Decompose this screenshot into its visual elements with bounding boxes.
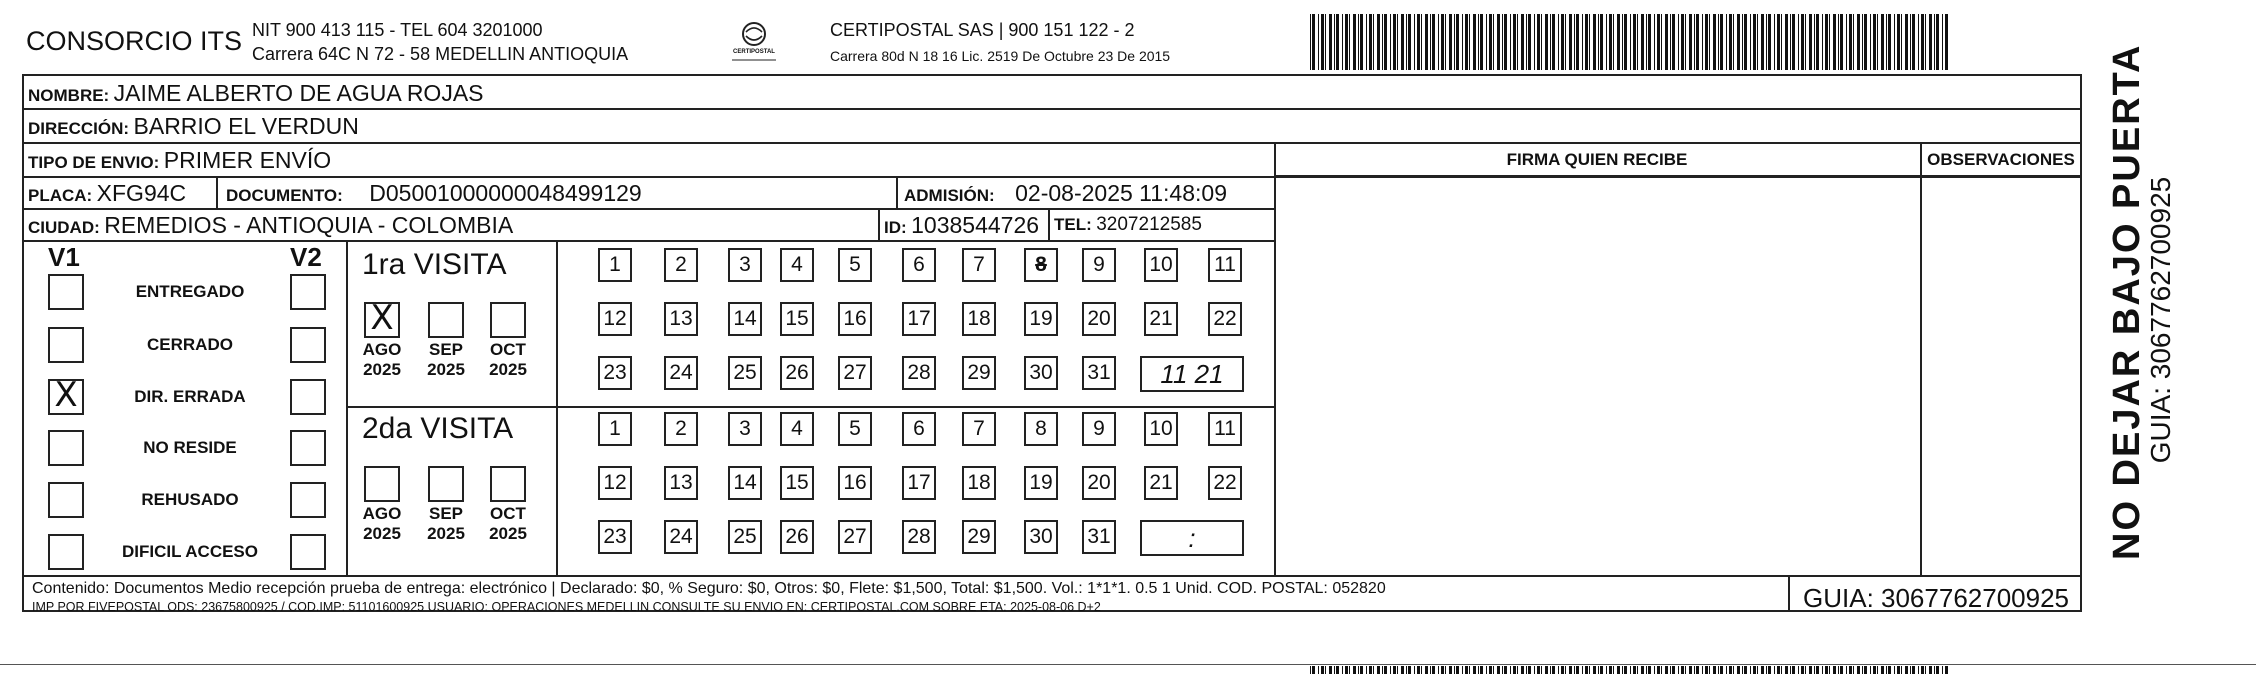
day-box[interactable]: 19 (1024, 302, 1058, 336)
day-box[interactable]: 30 (1024, 356, 1058, 390)
day-box[interactable]: 20 (1082, 302, 1116, 336)
visit2-title: 2da VISITA (362, 412, 514, 445)
day-box[interactable]: 24 (664, 520, 698, 554)
v2-checkbox[interactable] (290, 274, 326, 310)
document-field: DOCUMENTO: D05001000000048499129 (226, 180, 642, 206)
month-label: OCT 2025 (489, 504, 527, 543)
v1-label: V1 (48, 242, 80, 272)
month-label: OCT 2025 (489, 340, 527, 379)
day-box[interactable]: 6 (902, 248, 936, 282)
day-box[interactable]: 3 (728, 248, 762, 282)
month-checkbox[interactable] (490, 466, 526, 502)
no-bajo-puerta: NO DEJAR BAJO PUERTA (2106, 43, 2148, 560)
day-box[interactable]: 18 (962, 302, 996, 336)
side-text (2106, 43, 2226, 560)
document-value: D05001000000048499129 (369, 180, 642, 206)
day-box[interactable]: 28 (902, 356, 936, 390)
observations-area[interactable] (1922, 178, 2080, 574)
recipient-name: JAIME ALBERTO DE AGUA ROJAS (113, 80, 484, 106)
day-box[interactable]: 4 (780, 248, 814, 282)
day-box[interactable]: 15 (780, 466, 814, 500)
day-box[interactable]: 25 (728, 520, 762, 554)
day-box[interactable]: 28 (902, 520, 936, 554)
admission-value: 02-08-2025 11:48:09 (1015, 180, 1227, 206)
day-box[interactable]: 23 (598, 520, 632, 554)
day-box[interactable]: 31 (1082, 520, 1116, 554)
v2-label: V2 (290, 242, 322, 272)
v2-checkbox[interactable] (290, 327, 326, 363)
day-box[interactable]: 1 (598, 248, 632, 282)
day-box[interactable]: 30 (1024, 520, 1058, 554)
tel-value: 3207212585 (1096, 214, 1202, 235)
id-field: ID: 1038544726 (884, 212, 1040, 238)
day-box[interactable]: 2 (664, 412, 698, 446)
day-box[interactable]: 22 (1208, 302, 1242, 336)
visit1-title: 1ra VISITA (362, 248, 507, 281)
day-box[interactable]: 5 (838, 412, 872, 446)
footer-guide-number: GUIA: 3067762700925 (1803, 583, 2069, 613)
carrier-logo (728, 20, 780, 64)
month-checkbox[interactable] (364, 298, 400, 338)
signature-area[interactable] (1276, 178, 1918, 574)
type-row: TIPO DE ENVIO: PRIMER ENVÍO (28, 147, 332, 173)
day-box[interactable]: 20 (1082, 466, 1116, 500)
day-box[interactable]: 22 (1208, 466, 1242, 500)
month-checkbox[interactable] (364, 466, 400, 502)
day-box[interactable]: 13 (664, 302, 698, 336)
day-box[interactable]: 16 (838, 302, 872, 336)
carrier-logo-text: CERTIPOSTAL (733, 49, 775, 55)
day-box[interactable]: 27 (838, 356, 872, 390)
address-row: DIRECCIÓN: BARRIO EL VERDUN (28, 113, 359, 139)
day-box[interactable]: 2 (664, 248, 698, 282)
company-nit: NIT 900 413 115 - TEL 604 3201000 (252, 20, 543, 40)
day-box[interactable]: 9 (1082, 248, 1116, 282)
city-field: CIUDAD: REMEDIOS - ANTIOQUIA - COLOMBIA (28, 212, 514, 238)
day-box[interactable]: 25 (728, 356, 762, 390)
day-box[interactable]: 12 (598, 302, 632, 336)
bottom-barcode-edge (1310, 666, 1950, 674)
status-option-label: DIR. ERRADA (134, 387, 246, 406)
v2-checkbox[interactable] (290, 534, 326, 570)
plate-value: XFG94C (96, 180, 187, 206)
day-box[interactable]: 8 (1024, 248, 1058, 282)
day-box[interactable]: 4 (780, 412, 814, 446)
day-box[interactable]: 12 (598, 466, 632, 500)
day-box[interactable]: 26 (780, 520, 814, 554)
day-box[interactable]: 24 (664, 356, 698, 390)
v1-checkbox[interactable] (48, 327, 84, 363)
day-box[interactable]: 17 (902, 466, 936, 500)
status-option-label: CERRADO (147, 335, 233, 354)
day-box[interactable]: 10 (1144, 412, 1178, 446)
day-box[interactable]: 11 (1208, 248, 1242, 282)
day-box[interactable]: 17 (902, 302, 936, 336)
day-box[interactable]: 29 (962, 520, 996, 554)
tel-field: TEL: 3207212585 (1054, 214, 1202, 235)
v2-checkbox[interactable] (290, 430, 326, 466)
day-box[interactable]: 27 (838, 520, 872, 554)
carrier-license: Carrera 80d N 18 16 Lic. 2519 De Octubre 23 De 2015 (830, 48, 1171, 64)
footer-print-info: IMP POR FIVEPOSTAL ODS: 23675800925 / COD.IMP: 51101600925 USUARIO: OPERACIONES MEDELLIN CONSULTE SU ENVIO EN: CERTIPOSTAL.COM SOBRE ETA: 2025-08-06 D+2 (32, 600, 1101, 614)
id-value: 1038544726 (911, 212, 1040, 238)
day-box[interactable]: 19 (1024, 466, 1058, 500)
day-box[interactable]: 21 (1144, 466, 1178, 500)
day-box[interactable]: 5 (838, 248, 872, 282)
day-box[interactable]: 14 (728, 302, 762, 336)
month-checkbox[interactable] (490, 302, 526, 338)
city-value: REMEDIOS - ANTIOQUIA - COLOMBIA (104, 212, 514, 238)
v1-checkbox[interactable] (48, 482, 84, 518)
footer-content: Contenido: Documentos Medio recepción prueba de entrega: electrónico | Declarado: $0, % Seguro: $0, Otros: $0, Flete: $1,500, Total: $1,500. Vol.: 1*1*1. 0.5 1 Unid. COD. POSTAL: 052820 (32, 580, 1386, 597)
v1-checkbox[interactable] (48, 274, 84, 310)
name-row: NOMBRE: JAIME ALBERTO DE AGUA ROJAS (28, 80, 484, 106)
day-box[interactable]: 18 (962, 466, 996, 500)
time-box[interactable]: 11 21 (1140, 356, 1244, 392)
day-box[interactable]: 31 (1082, 356, 1116, 390)
day-box[interactable]: 21 (1144, 302, 1178, 336)
bottom-cut-line (0, 664, 2256, 665)
v1-checkbox[interactable] (48, 534, 84, 570)
recipient-address: BARRIO EL VERDUN (133, 113, 359, 139)
month-label: AGO 2025 (362, 504, 402, 543)
side-guide-number: GUIA: 3067762700925 (2145, 176, 2176, 464)
v1-checkbox[interactable] (48, 430, 84, 466)
day-box[interactable]: 6 (902, 412, 936, 446)
check-mark: X (370, 298, 394, 338)
day-box[interactable]: 15 (780, 302, 814, 336)
check-mark: X (54, 375, 78, 415)
month-label: SEP 2025 (427, 340, 465, 379)
day-box[interactable]: 23 (598, 356, 632, 390)
barcode (1310, 14, 1950, 70)
day-box[interactable]: 1 (598, 412, 632, 446)
v1-checkbox[interactable] (48, 375, 84, 415)
day-box[interactable]: 7 (962, 412, 996, 446)
time-box[interactable]: : (1140, 520, 1244, 556)
day-box[interactable]: 9 (1082, 412, 1116, 446)
month-label: SEP 2025 (427, 504, 465, 543)
status-option-label: NO RESIDE (143, 438, 237, 457)
day-box[interactable]: 11 (1208, 412, 1242, 446)
day-box[interactable]: 3 (728, 412, 762, 446)
v2-checkbox[interactable] (290, 379, 326, 415)
admission-field: ADMISIÓN: 02-08-2025 11:48:09 (904, 180, 1227, 206)
status-option-label: DIFICIL ACCESO (121, 542, 258, 561)
day-box[interactable]: 7 (962, 248, 996, 282)
company-address: Carrera 64C N 72 - 58 MEDELLIN ANTIOQUIA (252, 44, 629, 64)
shipment-type: PRIMER ENVÍO (163, 147, 332, 173)
status-option-label: ENTREGADO (135, 282, 245, 301)
observations-title: OBSERVACIONES (1927, 150, 2075, 169)
carrier-name: CERTIPOSTAL SAS | 900 151 122 - 2 (830, 20, 1135, 40)
month-label: AGO 2025 (362, 340, 402, 379)
day-box[interactable]: 14 (728, 466, 762, 500)
v2-checkbox[interactable] (290, 482, 326, 518)
plate-field: PLACA: XFG94C (28, 180, 187, 206)
month-checkbox[interactable] (428, 466, 464, 502)
day-box[interactable]: 16 (838, 466, 872, 500)
day-box[interactable]: 29 (962, 356, 996, 390)
day-box[interactable]: 10 (1144, 248, 1178, 282)
day-box[interactable]: 26 (780, 356, 814, 390)
signature-title: FIRMA QUIEN RECIBE (1506, 150, 1688, 169)
month-checkbox[interactable] (428, 302, 464, 338)
status-option-label: REHUSADO (141, 490, 239, 509)
day-box[interactable]: 13 (664, 466, 698, 500)
company-name: CONSORCIO ITS (26, 26, 243, 56)
day-box[interactable]: 8 (1024, 412, 1058, 446)
